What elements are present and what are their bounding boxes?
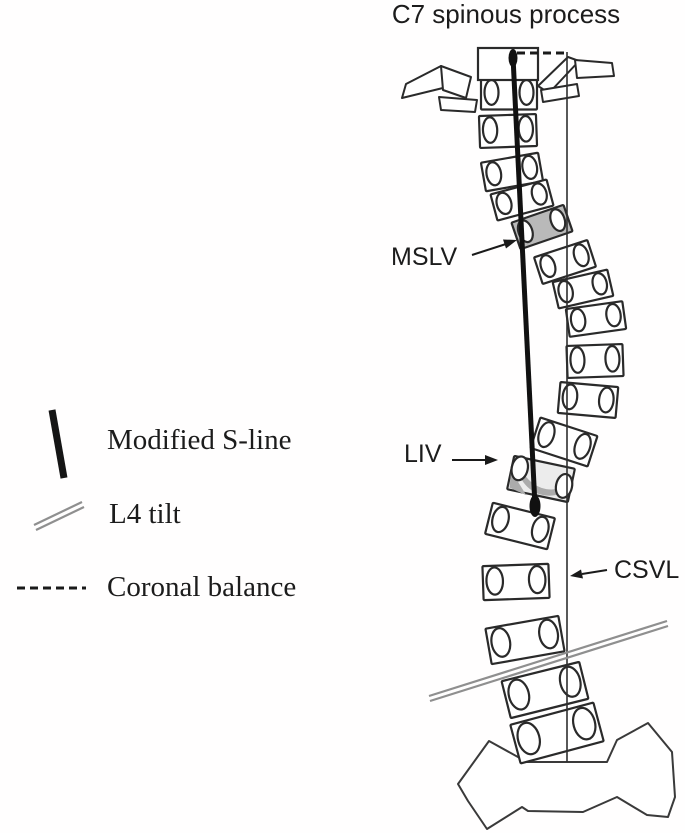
legend-item-l4-tilt: L4 tilt	[109, 498, 181, 530]
liv-label: LIV	[404, 440, 442, 468]
vertebra	[485, 503, 555, 550]
figure-title: C7 spinous process	[391, 0, 621, 29]
csvl-label: CSVL	[614, 556, 680, 584]
s-line-top-dot	[509, 49, 518, 67]
liv-arrow	[452, 455, 498, 465]
pedicle-ellipse	[520, 80, 534, 105]
pedicle-ellipse	[605, 346, 620, 372]
mslv-arrow	[472, 240, 517, 256]
pedicle-ellipse	[528, 566, 545, 594]
vertebra	[482, 564, 549, 600]
legend-item-modified-s-line: Modified S-line	[107, 424, 292, 456]
pedicle-ellipse	[518, 116, 533, 142]
vertebra-liv	[507, 455, 576, 504]
mslv-label: MSLV	[391, 243, 458, 271]
pedicle-ellipse	[570, 347, 585, 373]
vertebra	[531, 418, 598, 467]
csvl-arrow	[570, 570, 607, 579]
vertebra	[566, 301, 626, 337]
legend-item-coronal-balance: Coronal balance	[107, 571, 297, 603]
legend-swatch-modified-s-line	[52, 410, 64, 478]
c7-vertebra-box	[478, 48, 538, 80]
vertebra	[481, 79, 537, 110]
pedicle-ellipse	[483, 117, 498, 143]
pedicle-ellipse	[486, 567, 503, 595]
s-line-bottom-dot	[530, 495, 541, 517]
vertebral-column	[479, 79, 626, 764]
vertebra	[479, 114, 537, 148]
left-wing-shapes	[402, 66, 477, 112]
vertebra	[566, 344, 623, 378]
pedicle-ellipse	[485, 80, 499, 105]
legend-swatch-l4-tilt	[34, 502, 84, 530]
right-wing-shapes	[538, 57, 614, 102]
